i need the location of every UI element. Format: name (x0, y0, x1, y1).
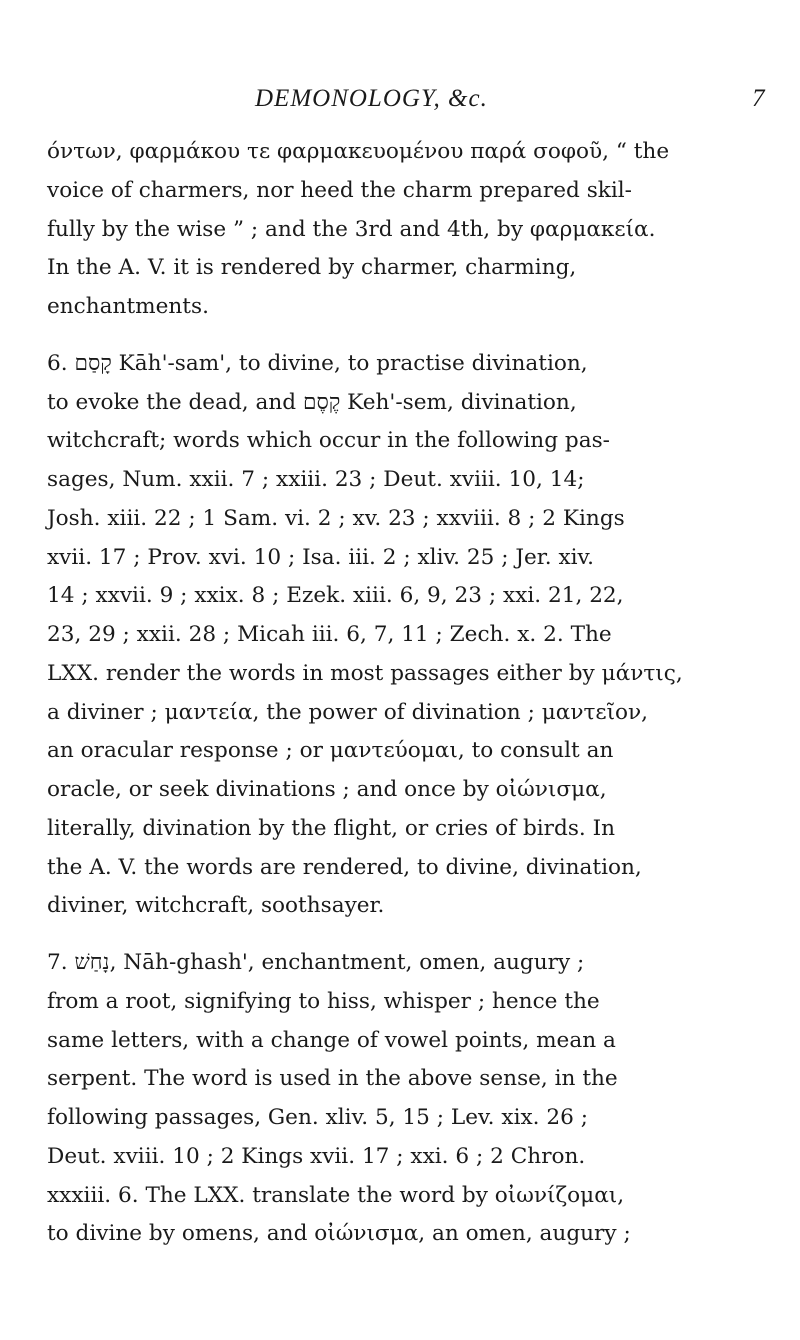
text-line: xxxiii. 6. The LXX. translate the word by οἰωνίζομαι, (47, 1182, 625, 1208)
text-line: 7. נָחַשׁ, Nāh-ghash', enchantment, omen, augury ; (47, 950, 585, 975)
running-head: DEMONOLOGY, &c. (255, 85, 488, 112)
text-line: the A. V. the words are rendered, to divine, divination, (47, 854, 642, 880)
text-line: to evoke the dead, and קֶסֶם Keh'-sem, divination, (47, 389, 577, 415)
text-line: diviner, witchcraft, soothsayer. (47, 893, 385, 919)
body-text (47, 133, 767, 1254)
text-line: LXX. render the words in most passages either by μάντις, (47, 660, 683, 686)
text-line: from a root, signifying to hiss, whisper ; hence the (47, 988, 600, 1014)
text-line: sages, Num. xxii. 7 ; xxiii. 23 ; Deut. xviii. 10, 14; (47, 467, 585, 492)
text-line: xvii. 17 ; Prov. xvi. 10 ; Isa. iii. 2 ; xliv. 25 ; Jer. xiv. (47, 544, 595, 570)
text-line: όντων, φαρμάκου τε φαρμακευομένου παρά σοφοῦ, “ the (47, 139, 670, 164)
text-line: voice of charmers, nor heed the charm prepared skil- (47, 177, 632, 203)
text-line: following passages, Gen. xliv. 5, 15 ; Lev. xix. 26 ; (47, 1105, 588, 1130)
text-line: literally, divination by the flight, or cries of birds. In (47, 815, 616, 841)
text-line: 23, 29 ; xxii. 28 ; Micah iii. 6, 7, 11 ; Zech. x. 2. The (47, 622, 612, 647)
text-line: same letters, with a change of vowel points, mean a (47, 1027, 616, 1053)
text-line: to divine by omens, and οἰώνισμα, an omen, augury ; (47, 1221, 631, 1247)
text-line: Deut. xviii. 10 ; 2 Kings xvii. 17 ; xxi. 6 ; 2 Chron. (47, 1143, 586, 1169)
text-line: In the A. V. it is rendered by charmer, charming, (47, 255, 577, 281)
text-line: 6. קָסַם Kāh'-sam', to divine, to practise divination, (47, 350, 588, 376)
text-line: Josh. xiii. 22 ; 1 Sam. vi. 2 ; xv. 23 ; xxviii. 8 ; 2 Kings (47, 505, 625, 531)
text-line: oracle, or seek divinations ; and once by οἰώνισμα, (47, 777, 607, 802)
text-line: 14 ; xxvii. 9 ; xxix. 8 ; Ezek. xiii. 6, 9, 23 ; xxi. 21, 22, (47, 583, 624, 609)
text-line: an oracular response ; or μαντεύομαι, to consult an (47, 738, 614, 764)
page-number: 7 (752, 85, 765, 112)
text-line: enchantments. (47, 294, 209, 319)
text-line: witchcraft; words which occur in the following pas- (47, 428, 610, 454)
text-line: serpent. The word is used in the above sense, in the (47, 1066, 618, 1092)
text-line: a diviner ; μαντεία, the power of divination ; μαντεῖον, (47, 699, 649, 725)
text-line: fully by the wise ” ; and the 3rd and 4th, by φαρμακεία. (47, 216, 656, 242)
